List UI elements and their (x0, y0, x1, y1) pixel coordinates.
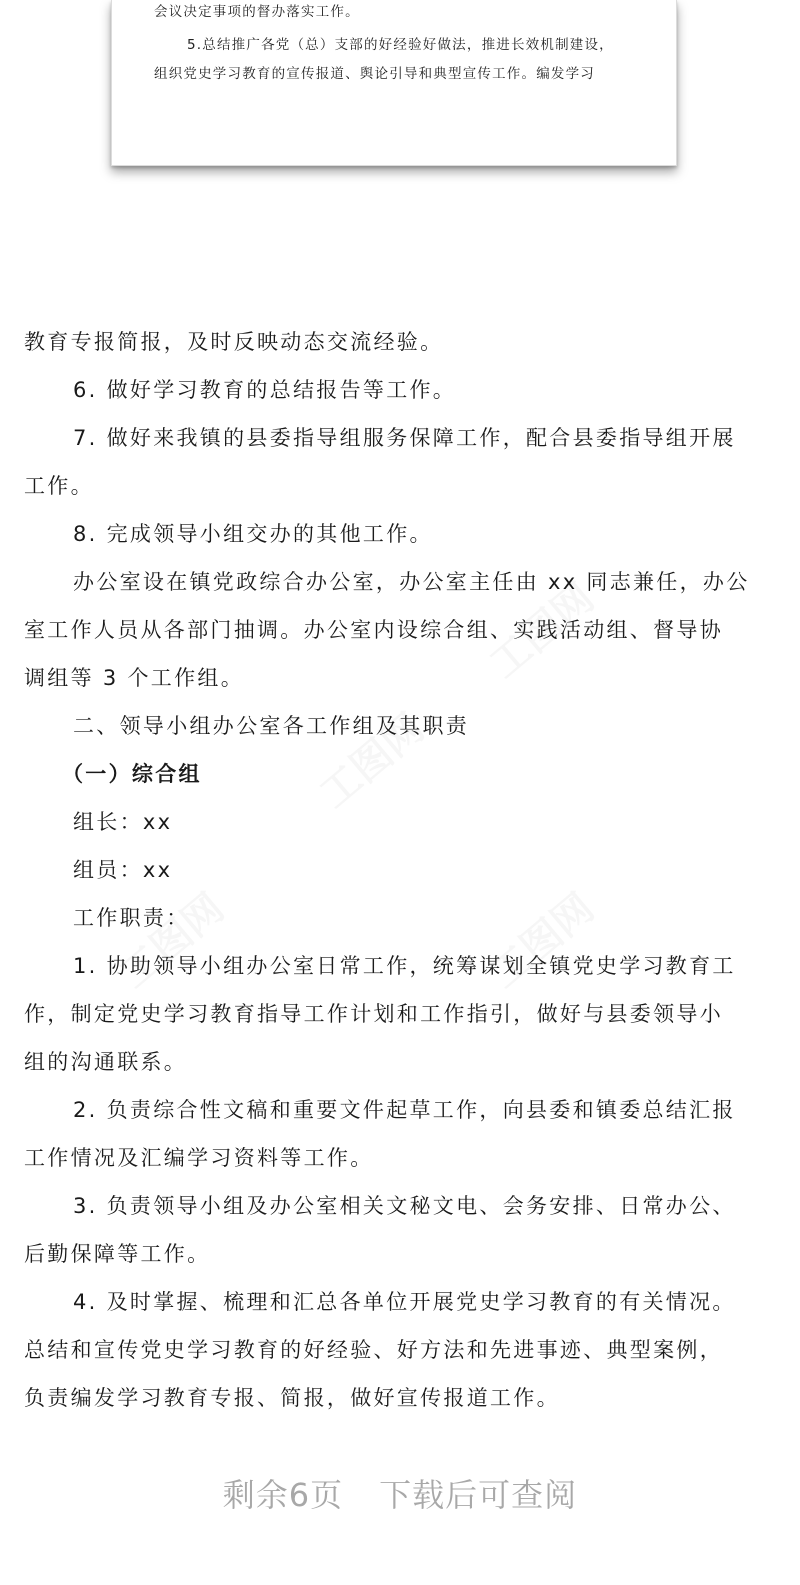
paragraph-line: 组员：xx (73, 858, 173, 882)
paragraph-line: 2. 负责综合性文稿和重要文件起草工作，向县委和镇委总结汇报 (73, 1098, 736, 1122)
paragraph-line: 7. 做好来我镇的县委指导组服务保障工作，配合县委指导组开展 (73, 426, 736, 450)
paragraph-line: 组的沟通联系。 (24, 1050, 188, 1074)
paragraph-line: 调组等 3 个工作组。 (24, 666, 245, 690)
preview-line: 会议决定事项的督办落实工作。 (154, 4, 360, 20)
paragraph-line: 负责编发学习教育专报、简报，做好宣传报道工作。 (24, 1386, 560, 1410)
section-heading: 二、领导小组办公室各工作组及其职责 (73, 714, 470, 738)
paragraph-line: 办公室设在镇党政综合办公室，办公室主任由 xx 同志兼任，办公 (73, 570, 750, 594)
paragraph-line: 4. 及时掌握、梳理和汇总各单位开展党史学习教育的有关情况。 (73, 1290, 736, 1314)
watermark (476, 878, 605, 999)
preview-line: 5.总结推广各党（总）支部的好经验好做法，推进长效机制建设， (187, 37, 614, 53)
paragraph-line: 作，制定党史学习教育指导工作计划和工作指引，做好与县委领导小 (24, 1002, 723, 1026)
preview-page-card (111, 0, 677, 166)
paragraph-line: 1. 协助领导小组办公室日常工作，统筹谋划全镇党史学习教育工 (73, 954, 736, 978)
paragraph-line: 工作情况及汇编学习资料等工作。 (24, 1146, 374, 1170)
paragraph-line: 组长：xx (73, 810, 173, 834)
preview-area (0, 0, 800, 240)
paragraph-line: 后勤保障等工作。 (24, 1242, 211, 1266)
paragraph-line: 总结和宣传党史学习教育的好经验、好方法和先进事迹、典型案例， (24, 1338, 723, 1362)
paragraph-line: 工作职责： (73, 906, 190, 930)
download-to-view-text: 下载后可查阅 (379, 1476, 578, 1514)
paragraph-line: 教育专报简报，及时反映动态交流经验。 (24, 330, 444, 354)
subsection-heading: （一）综合组 (62, 762, 202, 786)
paragraph-line: 8. 完成领导小组交办的其他工作。 (73, 522, 433, 546)
paragraph-line: 6. 做好学习教育的总结报告等工作。 (73, 378, 457, 402)
preview-line: 组织党史学习教育的宣传报道、舆论引导和典型宣传工作。编发学习 (154, 66, 595, 82)
paragraph-line: 工作。 (24, 474, 94, 498)
paragraph-line: 室工作人员从各部门抽调。办公室内设综合组、实践活动组、督导协 (24, 618, 723, 642)
paragraph-line: 3. 负责领导小组及办公室相关文秘文电、会务安排、日常办公、 (73, 1194, 736, 1218)
remaining-pages-text: 剩余6页 (222, 1476, 344, 1514)
download-prompt[interactable] (0, 1470, 800, 1516)
watermark (106, 878, 235, 999)
